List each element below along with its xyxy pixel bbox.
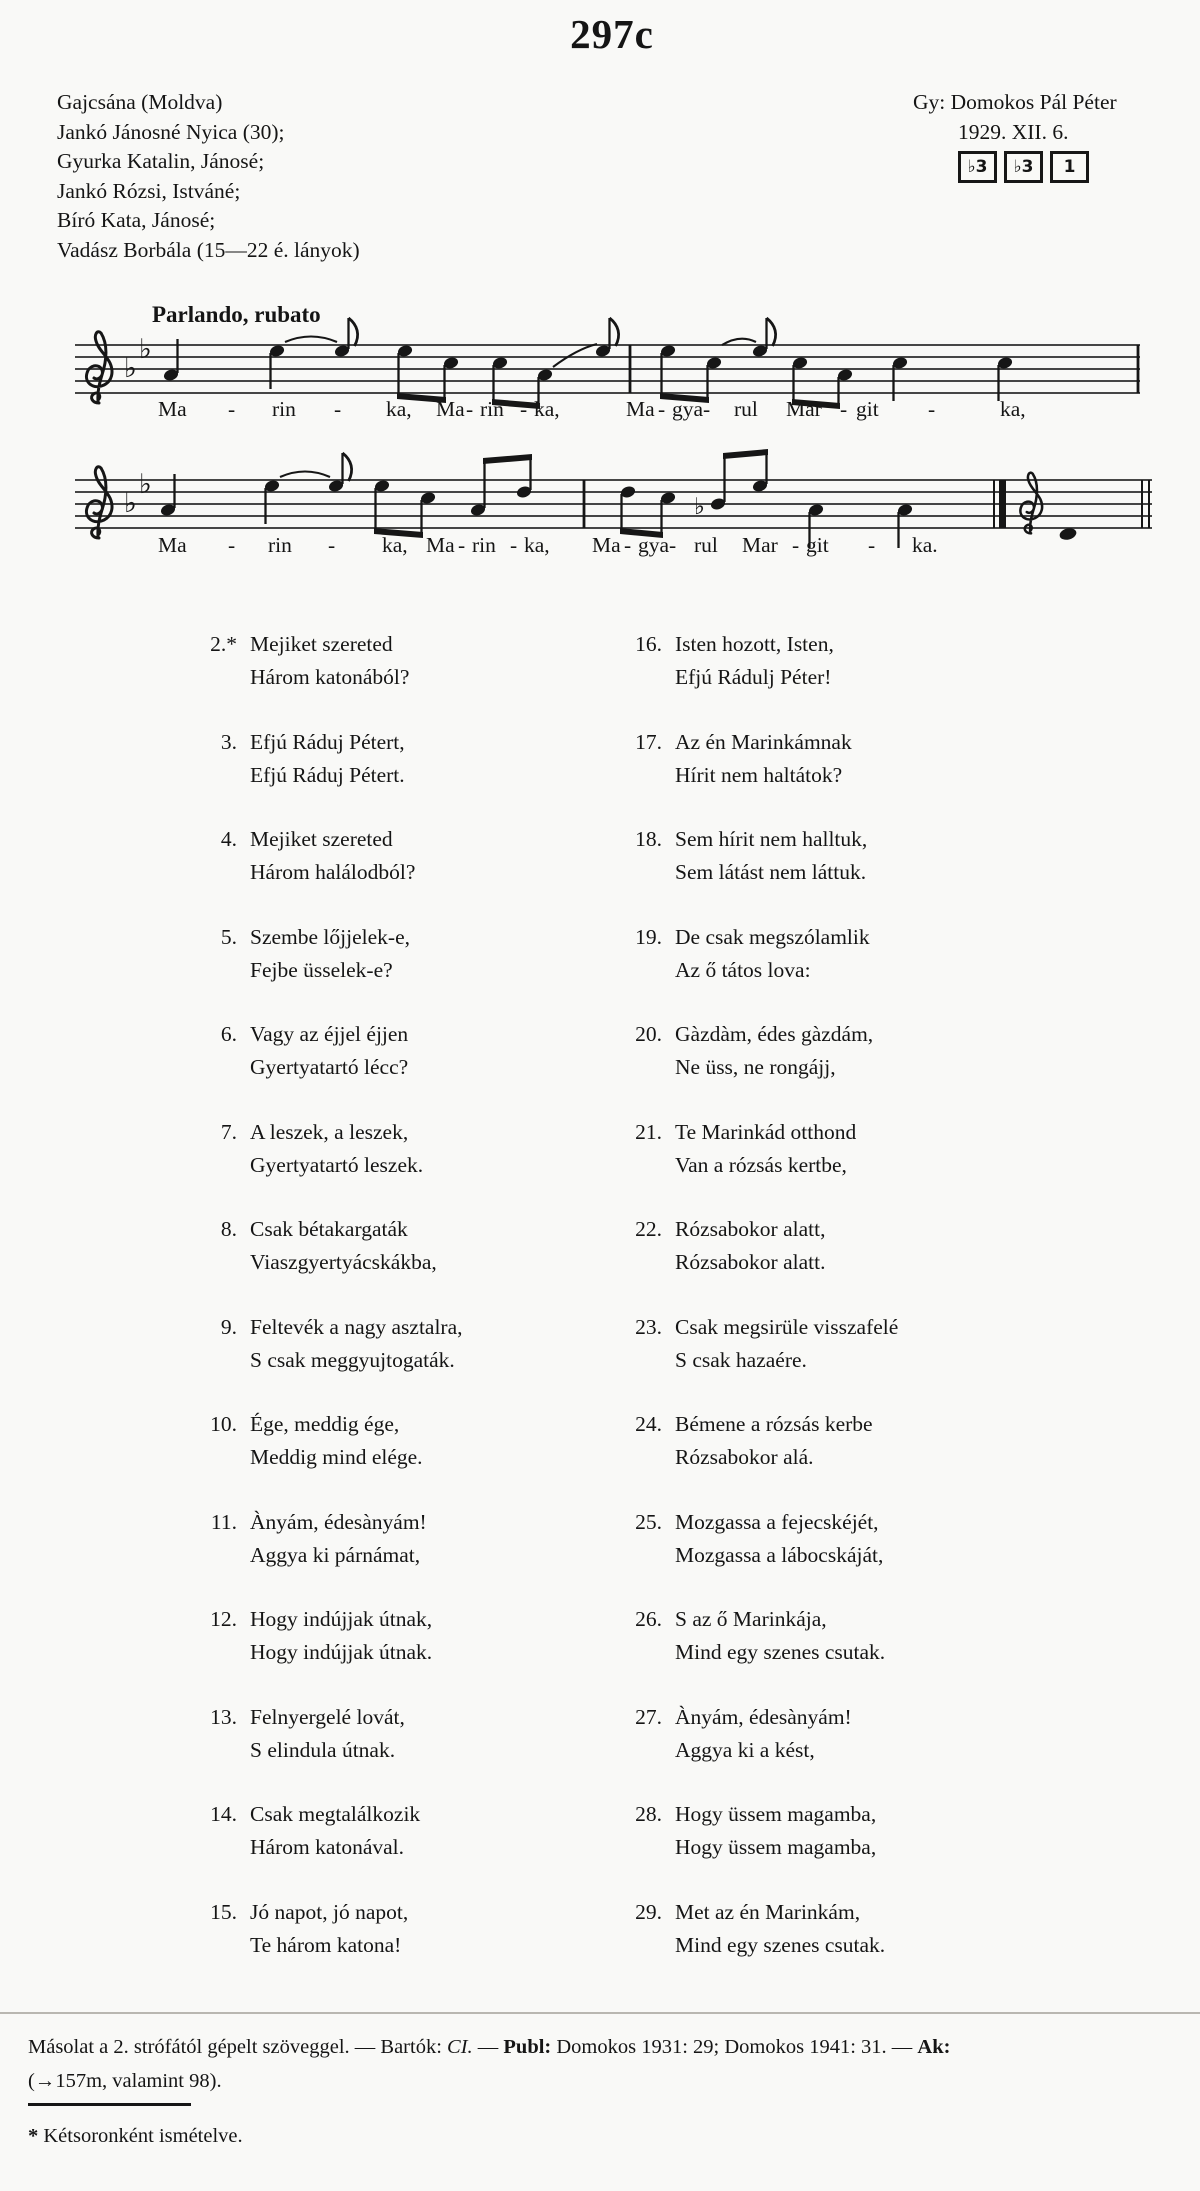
lyric-syllable: Ma: [158, 397, 187, 421]
verse-line: Met az én Marinkám,: [675, 1899, 861, 1924]
collector-line: Gy: Domokos Pál Péter: [913, 90, 1117, 114]
verse-line: S elindula útnak.: [250, 1737, 396, 1762]
verse-line: Hogy üssem magamba,: [675, 1835, 877, 1859]
verse-line: Ne üss, ne rongájj,: [675, 1055, 836, 1079]
verse-number: 21.: [635, 1119, 662, 1144]
lyric-syllable: -: [840, 397, 848, 421]
verse: [585, 1018, 1085, 1084]
cadence-box: ♭3: [958, 151, 997, 183]
verse: [585, 726, 1085, 792]
verse-line: Sem látást nem láttuk.: [675, 860, 867, 884]
verse-number: 6.: [220, 1022, 237, 1046]
collection-block: [913, 88, 1117, 183]
verse-line: Rózsabokor alatt,: [675, 1217, 826, 1241]
lyric-syllable: -: [228, 533, 236, 557]
verse: [160, 921, 590, 987]
verse-line: Ànyám, édesànyám!: [675, 1704, 852, 1729]
verse-number: 2.*: [210, 632, 237, 656]
cadence-box: ♭3: [1004, 151, 1043, 183]
verse-number: 7.: [220, 1119, 237, 1144]
lyric-syllable: -: [334, 397, 342, 421]
verse: [585, 1798, 1085, 1864]
verse: [585, 921, 1085, 987]
verse-line: Te Marinkád otthond: [675, 1119, 857, 1144]
lyric-syllable: Ma: [436, 397, 465, 421]
verse: [585, 1116, 1085, 1182]
lyrics-line-1: [0, 397, 1200, 427]
informant-line: Gyurka Katalin, Jánosé;: [57, 149, 265, 173]
informant-line: Vadász Borbála (15—22 é. lányok): [57, 237, 360, 262]
verse: [585, 823, 1085, 889]
verse: [160, 726, 590, 792]
verse-line: Szembe lőjjelek-e,: [250, 924, 410, 949]
verses-left-column: [160, 628, 590, 1993]
verse-line: Felnyergelé lovát,: [250, 1704, 405, 1729]
lyric-syllable: ka.: [912, 533, 938, 557]
source-note: Másolat a 2. strófától gépelt szöveggel. — Bartók: CI. — Publ: Domokos 1931: 29; Domokos 1941: 31. — Ak: (→157m, valamint 98).: [28, 2036, 951, 2092]
lyric-syllable: rul: [694, 533, 718, 557]
verse-line: Sem hírit nem halltuk,: [675, 827, 868, 851]
lyric-syllable: -: [624, 533, 632, 557]
verse-number: 28.: [635, 1802, 662, 1826]
lyric-syllable: -: [520, 397, 528, 421]
lyric-syllable: ka,: [382, 533, 408, 557]
lyric-syllable: ka,: [1000, 397, 1026, 421]
verse-line: Gyertyatartó leszek.: [250, 1152, 424, 1177]
verse-line: Három katonából?: [250, 665, 410, 689]
lyric-syllable: Mar: [786, 397, 822, 421]
verse-number: 19.: [635, 924, 662, 949]
verse-line: Meddig mind elége.: [250, 1445, 423, 1469]
verse-number: 26.: [635, 1607, 662, 1631]
verse-line: Efjú Ráduj Pétert,: [250, 729, 405, 754]
lyric-syllable: Mar: [742, 533, 778, 557]
lyric-syllable: -: [510, 533, 518, 557]
verse-number: 23.: [635, 1314, 662, 1339]
small-treble-clef-icon: [1020, 473, 1042, 534]
lyric-syllable: git: [856, 397, 879, 421]
cadence-boxes: [958, 151, 1117, 183]
verse: [585, 1603, 1085, 1669]
verse-line: Gyertyatartó lécc?: [250, 1055, 409, 1079]
page-separator-rule: [0, 2012, 1200, 2014]
informant-line: Gajcsána (Moldva): [57, 90, 223, 114]
informant-line: Jankó Jánosné Nyica (30);: [57, 119, 285, 144]
footnote-star: *: [28, 2125, 39, 2147]
verse-line: Van a rózsás kertbe,: [675, 1152, 847, 1177]
verse-line: Bémene a rózsás kerbe: [675, 1412, 873, 1436]
verse-line: Jó napot, jó napot,: [250, 1899, 409, 1924]
verse-line: Mind egy szenes csutak.: [675, 1640, 886, 1664]
verse-line: Vagy az éjjel éjjen: [250, 1022, 409, 1046]
lyric-syllable: -: [868, 533, 876, 557]
verse-line: Mind egy szenes csutak.: [675, 1932, 886, 1957]
page-title: 297c: [570, 11, 654, 57]
verse-line: S csak hazaére.: [675, 1347, 807, 1372]
verse-line: Csak megsirüle visszafelé: [675, 1314, 899, 1339]
verse: [160, 1311, 590, 1377]
verse: [585, 1213, 1085, 1279]
verse: [585, 1408, 1085, 1474]
verse-line: Ége, meddig ége,: [250, 1412, 400, 1436]
verse-number: 11.: [210, 1509, 237, 1534]
informants-block: [57, 88, 360, 265]
verse-number: 15.: [210, 1899, 237, 1924]
verse-line: Rózsabokor alá.: [675, 1445, 814, 1469]
verse-line: Efjú Ráduj Pétert.: [250, 762, 405, 787]
verse: [585, 1896, 1085, 1962]
lyric-syllable: -: [466, 397, 474, 421]
final-barline: [999, 480, 1006, 528]
verse: [160, 823, 590, 889]
informant-line: Bíró Kata, Jánosé;: [57, 208, 216, 232]
verse-line: Három halálodból?: [250, 860, 416, 884]
footnote-text: Kétsoronként ismételve.: [38, 2125, 243, 2147]
verse: [160, 1116, 590, 1182]
verse-line: Rózsabokor alatt.: [675, 1250, 826, 1274]
verse: [160, 1506, 590, 1572]
verse-line: Viaszgyertyácskákba,: [250, 1250, 437, 1274]
verse: [585, 1311, 1085, 1377]
verse-number: 9.: [220, 1314, 237, 1339]
verse-number: 12.: [210, 1607, 237, 1631]
verse-line: Ànyám, édesànyám!: [250, 1509, 427, 1534]
verse-line: Hogy indújjak útnak.: [250, 1640, 433, 1664]
lyric-syllable: -: [928, 397, 936, 421]
verse-number: 16.: [635, 632, 662, 656]
lyric-syllable: rin: [268, 533, 292, 557]
lyric-syllable: gya-: [638, 533, 677, 557]
lyric-syllable: git: [806, 533, 829, 557]
verse-line: S csak meggyujtogaták.: [250, 1347, 455, 1372]
lyric-syllable: rin: [272, 397, 296, 421]
ak-label: Ak:: [917, 2036, 951, 2058]
verse-line: Mozgassa a lábocskáját,: [675, 1542, 884, 1567]
verse-line: S az ő Marinkája,: [675, 1607, 827, 1631]
verse-line: Te három katona!: [250, 1932, 402, 1957]
verse-line: Hogy indújjak útnak,: [250, 1607, 433, 1631]
verse-line: A leszek, a leszek,: [250, 1119, 409, 1144]
lyric-syllable: rin: [472, 533, 496, 557]
verse: [160, 1018, 590, 1084]
verse-line: Aggya ki a kést,: [675, 1737, 815, 1762]
verse-number: 4.: [220, 827, 237, 851]
verse-number: 18.: [635, 827, 662, 851]
verse: [160, 1603, 590, 1669]
flat-icon: ♭: [694, 494, 705, 520]
verse-line: De csak megszólamlik: [675, 924, 870, 949]
verse: [160, 1408, 590, 1474]
flat-icon: ♭: [139, 469, 152, 500]
verse-number: 25.: [635, 1509, 662, 1534]
lyric-syllable: Ma: [426, 533, 455, 557]
lyric-syllable: Ma: [626, 397, 655, 421]
flat-icon: ♭: [124, 488, 137, 519]
verse: [585, 1506, 1085, 1572]
verse: [160, 1798, 590, 1864]
lyric-syllable: rul: [734, 397, 758, 421]
lyric-syllable: ka,: [386, 397, 412, 421]
verse-line: Csak bétakargaták: [250, 1217, 408, 1241]
verse-line: Fejbe üsselek-e?: [250, 957, 393, 982]
flat-icon: ♭: [124, 353, 137, 384]
verse-number: 27.: [635, 1704, 662, 1729]
verse: [160, 1701, 590, 1767]
lyric-syllable: rin: [480, 397, 504, 421]
verses-right-column: [585, 628, 1085, 1993]
verse-line: Aggya ki párnámat,: [250, 1542, 421, 1567]
verse: [160, 1896, 590, 1962]
verse-line: Gàzdàm, édes gàzdám,: [675, 1022, 874, 1046]
lyric-syllable: -: [328, 533, 336, 557]
verse-line: Három katonával.: [250, 1835, 405, 1859]
verse-number: 17.: [635, 729, 662, 754]
tempo-marking: Parlando, rubato: [152, 302, 321, 327]
verse-line: Az én Marinkámnak: [675, 729, 852, 754]
source-note-line2: (→157m, valamint 98).: [28, 2070, 222, 2092]
lyric-syllable: -: [458, 533, 466, 557]
cadence-box: 1: [1050, 151, 1089, 183]
verse-number: 10.: [210, 1412, 237, 1436]
verse-line: Isten hozott, Isten,: [675, 632, 834, 656]
verse-line: Efjú Rádulj Péter!: [675, 665, 832, 689]
verse-number: 22.: [635, 1217, 662, 1241]
verse-line: Hírit nem haltátok?: [675, 762, 843, 787]
verse: [160, 628, 590, 694]
verse-number: 13.: [210, 1704, 237, 1729]
collection-date: 1929. XII. 6.: [958, 119, 1069, 144]
lyric-syllable: -: [658, 397, 666, 421]
verse-line: Feltevék a nagy asztalra,: [250, 1314, 463, 1339]
verse-line: Mejiket szereted: [250, 827, 393, 851]
verse-number: 29.: [635, 1899, 662, 1924]
lyric-syllable: Ma: [592, 533, 621, 557]
verse-number: 24.: [635, 1412, 662, 1436]
lyric-syllable: Ma: [158, 533, 187, 557]
lyric-syllable: ka,: [534, 397, 560, 421]
verse-line: Mozgassa a fejecskéjét,: [675, 1509, 879, 1534]
source-note-italic: CI.: [447, 2036, 473, 2058]
publ-label: Publ:: [503, 2036, 552, 2058]
verse-number: 8.: [220, 1217, 237, 1241]
flat-icon: ♭: [139, 334, 152, 365]
verse: [160, 1213, 590, 1279]
lyric-syllable: gya-: [672, 397, 711, 421]
verse-number: 14.: [210, 1802, 237, 1826]
verse-number: 3.: [220, 729, 237, 754]
verse-line: Az ő tátos lova:: [675, 957, 811, 982]
footnote-rule: [28, 2103, 191, 2106]
verse-line: Hogy üssem magamba,: [675, 1802, 877, 1826]
lyric-syllable: -: [228, 397, 236, 421]
staff-1: [75, 318, 1140, 409]
verse-number: 5.: [220, 924, 237, 949]
source-note-text: Másolat a 2. strófától gépelt szöveggel. — Bartók:: [28, 2036, 448, 2058]
footnote: [28, 2125, 243, 2148]
verse-number: 20.: [635, 1022, 662, 1046]
verse: [585, 628, 1085, 694]
verse-line: Csak megtalálkozik: [250, 1802, 421, 1826]
lyric-syllable: -: [792, 533, 800, 557]
verse: [585, 1701, 1085, 1767]
lyrics-line-2: [0, 533, 1200, 563]
lyric-syllable: ka,: [524, 533, 550, 557]
verse-line: Mejiket szereted: [250, 632, 393, 656]
informant-line: Jankó Rózsi, Istváné;: [57, 178, 241, 203]
